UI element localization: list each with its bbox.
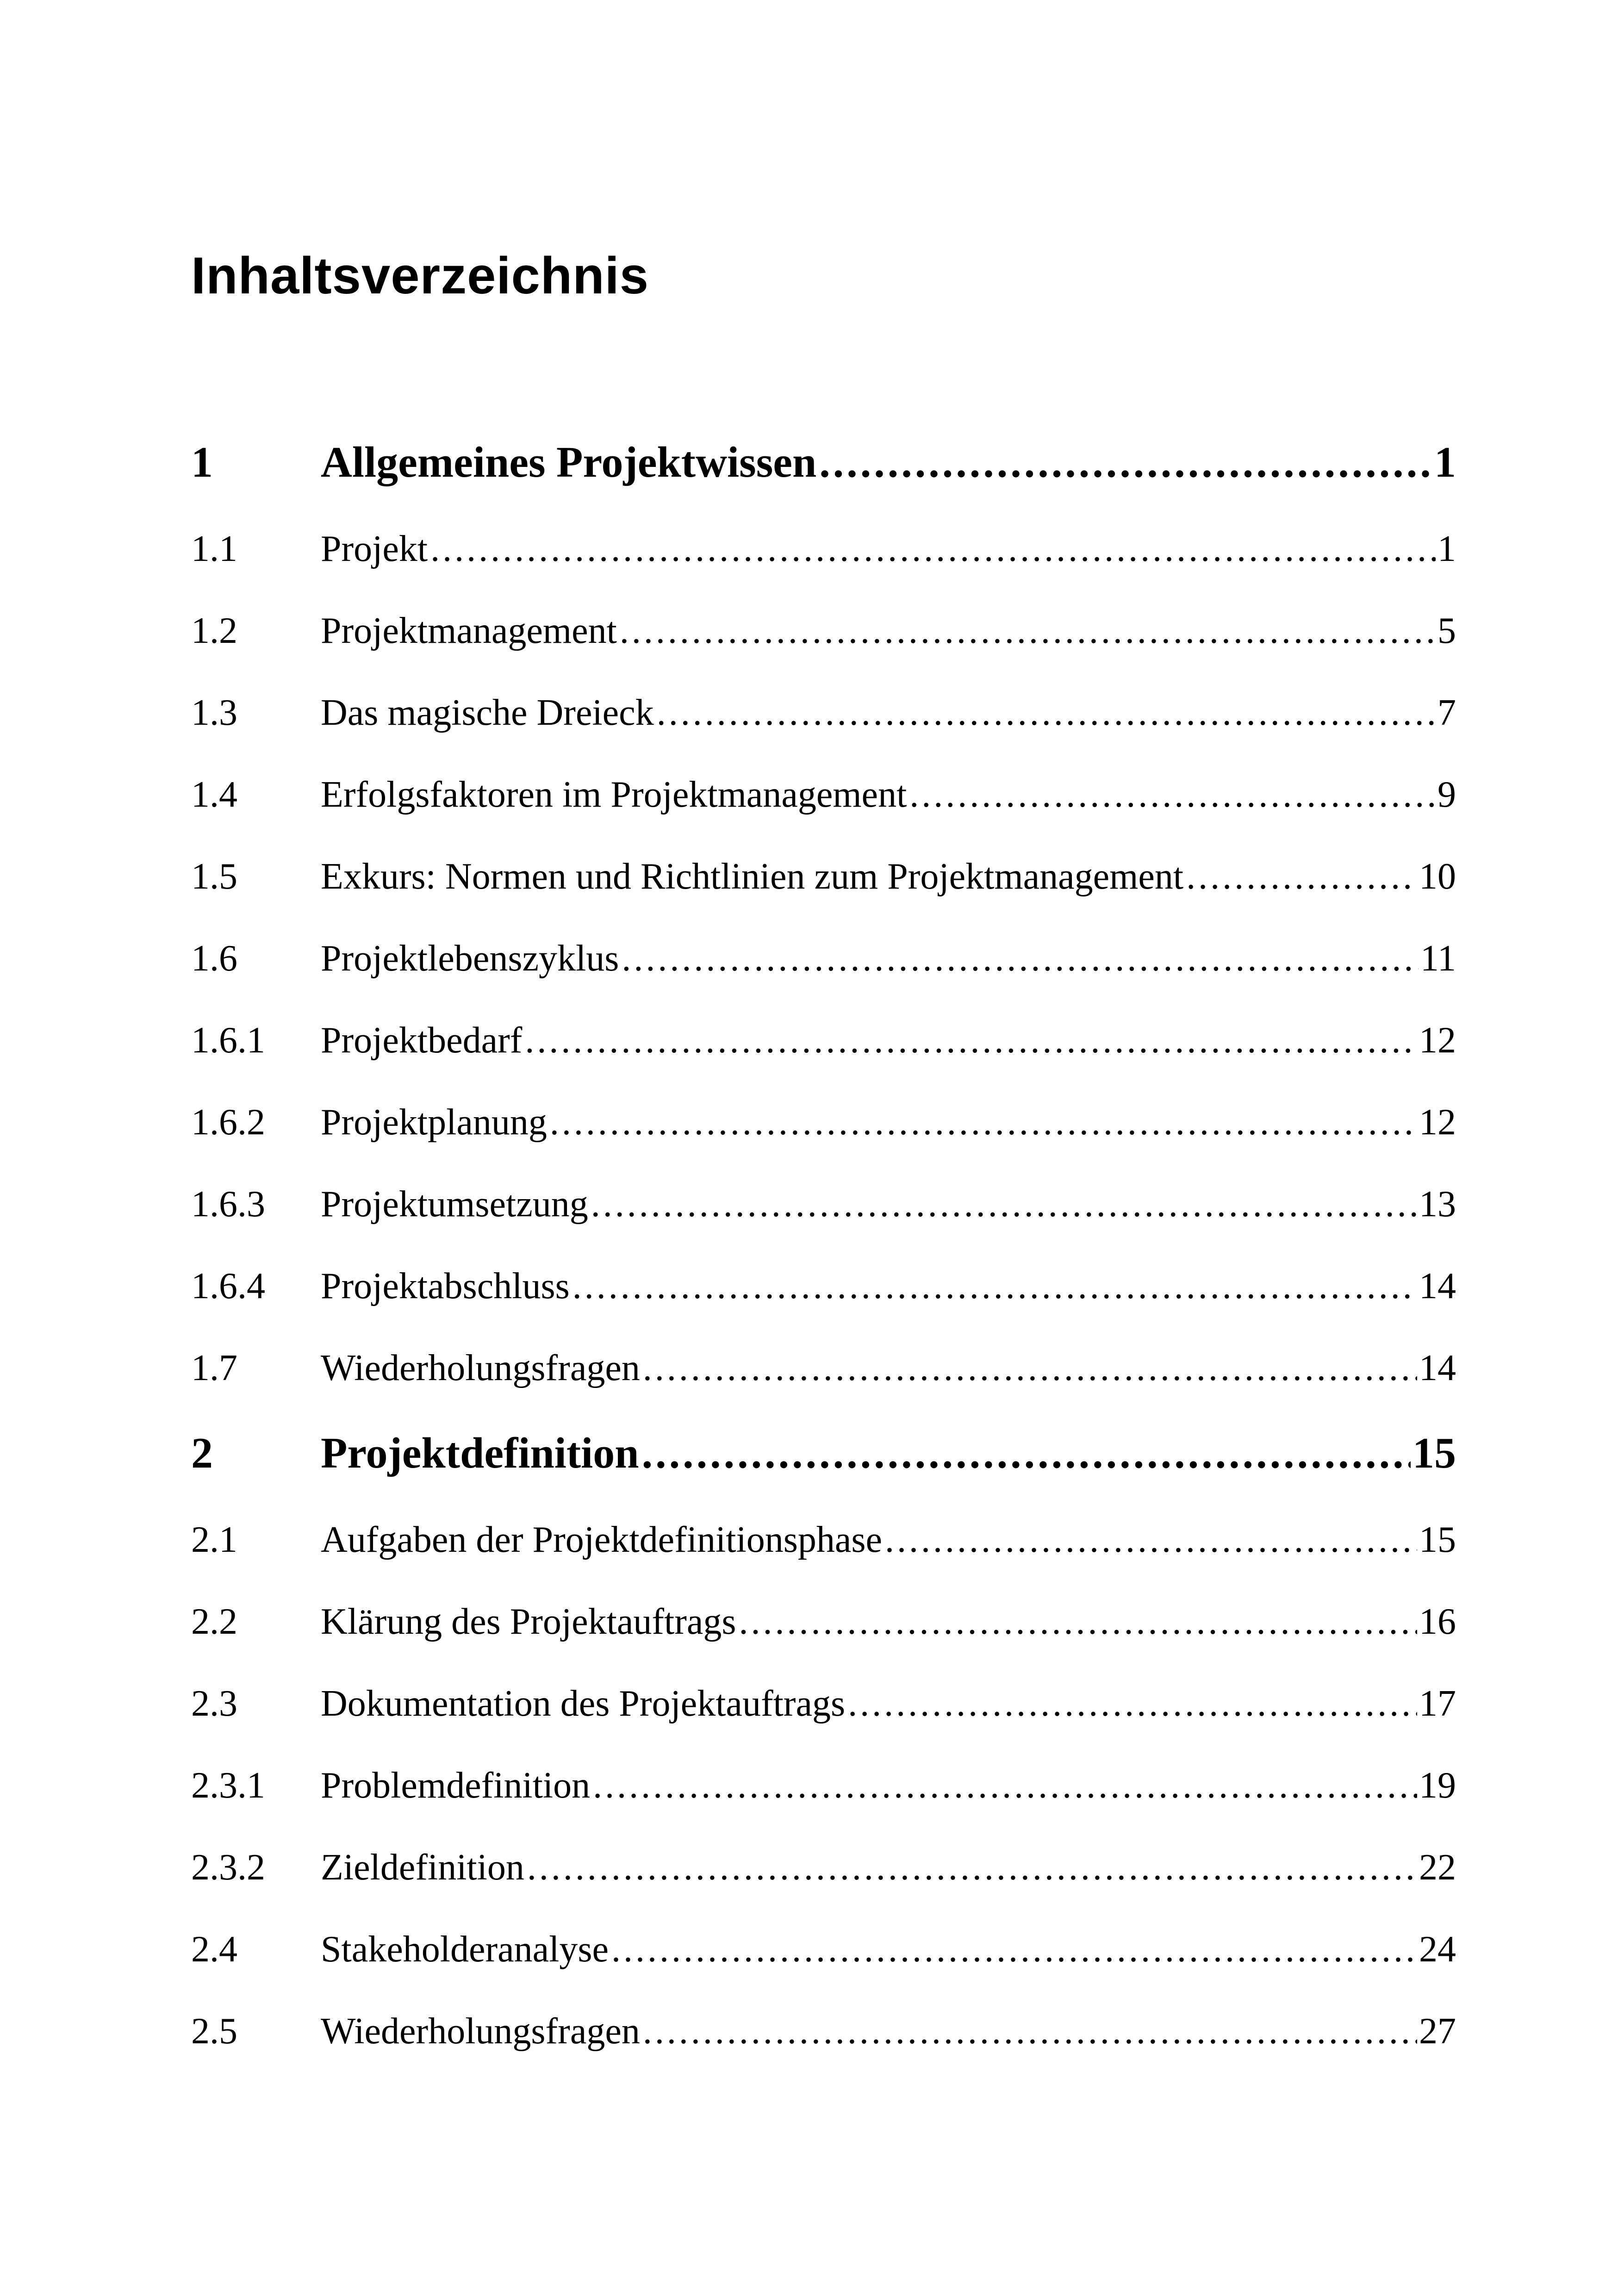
toc-dot-leader (848, 1685, 1417, 1722)
toc-entry-page: 15 (1419, 1519, 1456, 1560)
toc-dot-leader (622, 940, 1419, 977)
toc-dot-leader (643, 1350, 1417, 1387)
toc-entry (191, 1931, 1456, 1968)
toc-entry-page: 27 (1419, 2011, 1456, 2052)
toc-entry (191, 1350, 1456, 1387)
toc-entry-number: 1.6.2 (191, 1102, 265, 1143)
toc-entry-title: Projekt (321, 529, 428, 569)
toc-entry-page: 14 (1419, 1266, 1456, 1307)
toc-entry-page: 15 (1413, 1429, 1456, 1477)
toc-entry (191, 1186, 1456, 1223)
toc-entry-page: 5 (1438, 610, 1456, 651)
toc-entry (191, 530, 1456, 567)
toc-dot-leader (611, 1931, 1417, 1968)
toc-entry-number: 1.4 (191, 774, 237, 815)
toc-entry-title: Projektlebenszyklus (321, 938, 619, 979)
toc-entry-number: 2 (191, 1429, 213, 1477)
toc-entry-title: Dokumentation des Projektauftrags (321, 1683, 846, 1724)
toc-entry-page: 22 (1419, 1847, 1456, 1888)
toc-dot-leader (739, 1603, 1417, 1640)
toc-entry-title: Stakeholderanalyse (321, 1929, 609, 1970)
toc-entry-page: 24 (1419, 1929, 1456, 1970)
page-title: Inhaltsverzeichnis (191, 247, 649, 305)
toc-entry-page: 11 (1420, 938, 1456, 979)
toc-dot-leader (593, 1767, 1417, 1804)
toc-dot-leader (819, 441, 1432, 484)
toc-dot-leader (430, 530, 1436, 567)
toc-dot-leader (642, 1431, 1411, 1475)
toc-entry-page: 12 (1419, 1020, 1456, 1061)
toc-entry-title: Projektmanagement (321, 610, 617, 651)
toc-entry-number: 1.1 (191, 529, 237, 569)
toc-entry-number: 1.3 (191, 692, 237, 733)
toc-entry-page: 1 (1438, 529, 1456, 569)
toc-entry-number: 2.4 (191, 1929, 237, 1970)
toc-entry (191, 438, 1456, 486)
toc-entry-page: 7 (1438, 692, 1456, 733)
toc-entry (191, 1431, 1456, 1475)
toc-entry-page: 19 (1419, 1765, 1456, 1806)
toc-entry (191, 776, 1456, 813)
toc-entry-title: Projektumsetzung (321, 1184, 588, 1225)
toc-entry-number: 1.6.4 (191, 1266, 265, 1307)
toc-entry-page: 10 (1419, 856, 1456, 897)
toc-entry-title: Wiederholungsfragen (321, 1348, 640, 1388)
toc-entry (191, 1685, 1456, 1722)
toc-dot-leader (573, 1268, 1417, 1305)
toc-entry-title: Projektplanung (321, 1102, 547, 1143)
toc-entry (191, 1767, 1456, 1804)
toc-dot-leader (643, 2013, 1417, 2050)
toc-entry-number: 1.6.3 (191, 1184, 265, 1225)
toc-entry-page: 12 (1419, 1102, 1456, 1143)
toc-entry (191, 1849, 1456, 1886)
toc-entry-number: 1 (191, 438, 213, 486)
toc-dot-leader (657, 694, 1436, 731)
toc-dot-leader (525, 1022, 1417, 1059)
toc-entry-number: 2.3.1 (191, 1765, 265, 1806)
toc-entry-number: 2.1 (191, 1519, 237, 1560)
toc-entry-number: 1.2 (191, 610, 237, 651)
toc-entry-page: 9 (1438, 774, 1456, 815)
toc-entry-number: 2.5 (191, 2011, 237, 2052)
toc-entry-number: 1.6 (191, 938, 237, 979)
toc-entry-title: Problemdefinition (321, 1765, 591, 1806)
toc-entry (191, 694, 1456, 731)
toc-dot-leader (550, 1104, 1417, 1141)
toc-entry-page: 13 (1419, 1184, 1456, 1225)
toc-dot-leader (885, 1521, 1417, 1558)
toc-entry-title: Exkurs: Normen und Richtlinien zum Projektmanagement (321, 856, 1184, 897)
toc-entry (191, 1022, 1456, 1059)
toc-entry (191, 1521, 1456, 1558)
toc-entry-title: Wiederholungsfragen (321, 2011, 640, 2052)
toc-entry-number: 1.7 (191, 1348, 237, 1388)
toc-dot-leader (527, 1849, 1417, 1886)
toc-entry-number: 1.5 (191, 856, 237, 897)
toc-entry-title: Zieldefinition (321, 1847, 524, 1888)
toc-entry (191, 1603, 1456, 1640)
toc-entry-number: 2.2 (191, 1601, 237, 1642)
toc-entry-title: Projektabschluss (321, 1266, 570, 1307)
toc-entry (191, 2013, 1456, 2050)
toc-entry (191, 1104, 1456, 1141)
toc-entry-title: Erfolgsfaktoren im Projektmanagement (321, 774, 907, 815)
toc-entry-number: 2.3.2 (191, 1847, 265, 1888)
toc-entry (191, 940, 1456, 977)
toc-entry-number: 2.3 (191, 1683, 237, 1724)
toc-entry-title: Allgemeines Projektwissen (321, 438, 817, 486)
toc-entry-page: 14 (1419, 1348, 1456, 1388)
toc-entry-page: 1 (1434, 438, 1456, 486)
toc-entry-title: Aufgaben der Projektdefinitionsphase (321, 1519, 883, 1560)
toc-dot-leader (591, 1186, 1417, 1223)
toc-entry (191, 1268, 1456, 1305)
toc-entry-title: Klärung des Projektauftrags (321, 1601, 736, 1642)
toc-dot-leader (909, 776, 1436, 813)
toc-entry (191, 612, 1456, 649)
toc-dot-leader (620, 612, 1436, 649)
toc-list (191, 438, 1456, 2052)
toc-entry-page: 17 (1419, 1683, 1456, 1724)
toc-entry-title: Das magische Dreieck (321, 692, 654, 733)
toc-dot-leader (1186, 858, 1417, 895)
toc-entry-page: 16 (1419, 1601, 1456, 1642)
toc-entry-title: Projektbedarf (321, 1020, 523, 1061)
toc-entry (191, 858, 1456, 895)
toc-entry-number: 1.6.1 (191, 1020, 265, 1061)
toc-entry-title: Projektdefinition (321, 1429, 639, 1477)
